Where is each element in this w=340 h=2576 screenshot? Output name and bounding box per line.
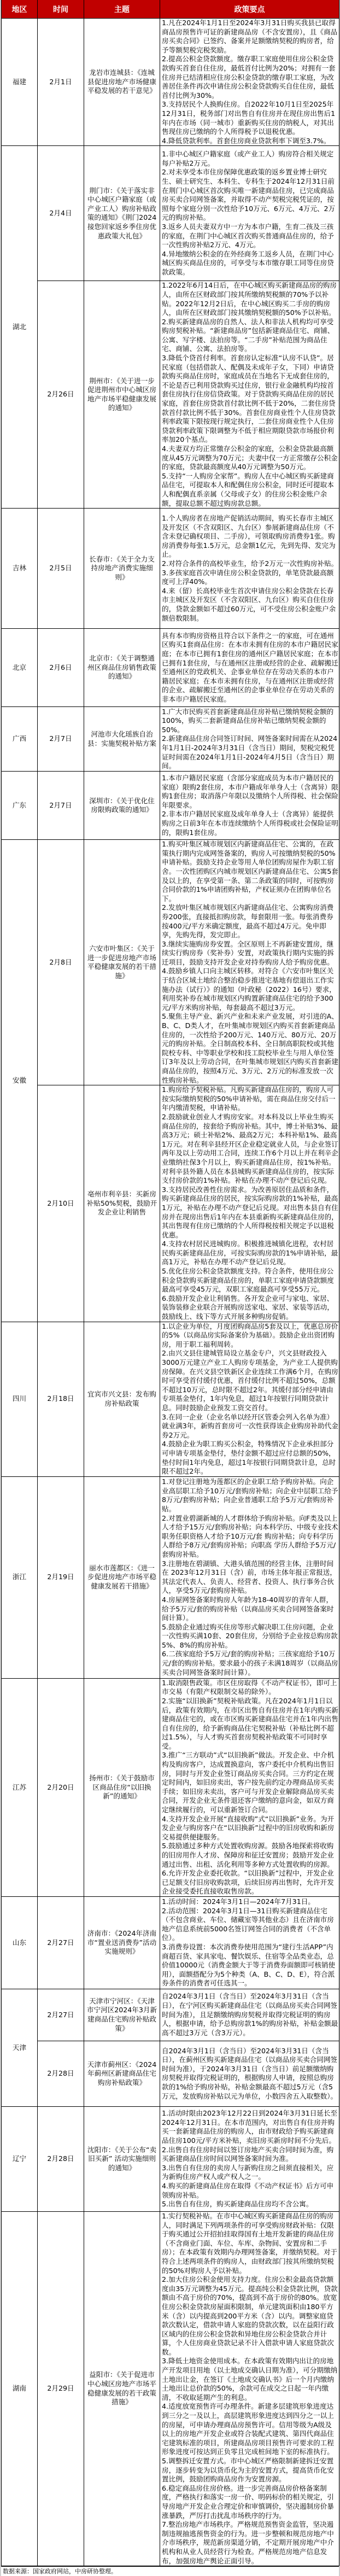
policy-point: 1.对登记注册地为莲都区的企业职工给予购房补贴。向企业高层职工给予10万元/套购房补贴；向企业中层职工给予8万元/套购房补贴；向企业普通职工给予5万元/套购房补贴。 — [162, 1477, 338, 1513]
topic-cell: 天津市宁河区：《天津市宁河区2024年3月新建商品住宅购房补贴政策》 — [84, 1989, 160, 2041]
policy-point: 2.加大住房公积金使用支持力度。住房公积金最高贷款额度由35万元调整为45万元。提高纯公积金贷款比例，贷款额由不高于房价的70%，提高到不高于房价的80%。放宽住房公积金贷款房屋面积限制，单元建筑面积由180平方米（含）以内提高到200平方米（含）以内。调整家庭贷款次数认定，借款申请人家庭的贷款次数，以在益阳行政区域内的住房公积金贷款和异地住房公积金贷款合并计算，个人住房商业贷款记录不计入借款申请人家庭贷款次数。 — [162, 2275, 338, 2356]
table-row — [2, 509, 339, 629]
policy-point: 3.推广“三方联动”式“以旧换新”做法。开发企业、中介机构及购房客户，达成置换意向，客户委托中介机构出售旧房，同时与开发企业签订商品房买卖合同。三方约定在规定时间内，如旧房卖出，客户按先前约定办理商品房买卖手续；如旧房未卖出，客户可与开发企业解除商品房买卖合同，开发企业无条件退还客户缴纳的意向金，如双方商定继续履行的，可以重新签订合同。 — [162, 1751, 335, 1814]
policy-points-cell — [160, 629, 339, 707]
policy-points-cell — [160, 281, 339, 509]
table-row — [2, 707, 339, 772]
policy-point: 2.活动范围：2024年3月1日—31日购买新建商品住宅（不包含商业、车位、储藏室等其他业态）且在济南市房地产信息系统前5000名签订网签合同的消费者（不含单位）。 — [162, 1906, 334, 1942]
region-cell: 天津 — [2, 1989, 38, 2106]
policy-point: 3.返乡人员夫妻双方中一方为本市户籍，生育二孩及三孩的家庭，在荆门中心城区首次购买普通商品住房的，给予一次性购房补贴2万元、4万元。 — [162, 222, 334, 249]
policy-point: 6.二孩家庭给予5万元/套的购房补贴；三孩家庭给予10万元/套的购房补贴。要求最小的孩子未满18周岁（以商品房买卖合同网签备案时间计算）。 — [162, 1650, 338, 1677]
policy-point: 1.活动时限由2023年12月22日到2024年3月31日延长至2024年12月31日。在本市范围内，对出售自有住房并购买一套新建商品住房的购房人，由市财政给予购买新建商品住房100元/平方米补贴，卖旧房买新房时间不分先后。 — [162, 2109, 338, 2145]
policy-point: 3.继续实施购房券安置。全区原则上不再新建安置房，继续实行购房券（奖补券）安置，对政策执行期内实施的拆迁项目，鼓励支持开发企业对持券购房人给予购房优惠。 — [162, 939, 334, 966]
policy-points-cell — [160, 707, 339, 772]
table-header-row — [2, 0, 339, 19]
policy-point: 4.鼓励乡镇人口向主城区转移。对符合《六安市叶集区关于结合区域土地综合整治稳步推进宅基地有偿退出工作实施办法（试行）》的通知（叶政秘（2022）16号）要求，利用奖补券在城市规划区内购置新建商品住宅的给予300元/平方米购房补贴，每套最高不超过3万元。 — [162, 967, 336, 1012]
topic-cell: 长春市：《关于全力支持房地产消费实施细则》 — [84, 509, 160, 629]
region-cell: 山东 — [2, 1896, 38, 1989]
policy-point: 1.以企业为单位，月度团购商品房5套及以上，优惠总房价的5%（以商品房实际备案价为基础）。鼓励企业出资团购房，用于职工福利周转。 — [162, 1322, 338, 1348]
table-body — [2, 19, 339, 2566]
topic-cell: 沈阳市：《关于公布“卖旧买新” 活动实施细则的通知》 — [84, 2106, 160, 2211]
policy-points-cell — [160, 1678, 339, 1896]
policy-point: 1.凡在2024年1月1日至2024年3月31日购买我县已取得商品房预售许可证的新建商品房（不含安置房），且《商品房买卖合同》已签约、备案并足额缴纳契税的购房者，给予等额契税完税奖励。 — [162, 19, 338, 54]
region-cell: 广东 — [2, 772, 38, 840]
policy-point: 4.支持农村居民进城购房。积极推进城镇化进程，农村居民购买新建商品住房，可按实际购房款的1%申请补贴，最高1万元，补贴在办理不动产登记后兑现。 — [162, 1240, 338, 1266]
table-row — [2, 1896, 339, 1989]
policy-point: 4.购买的新建商品住房在取得《不动产权证书》后方可申领购房补贴。 — [162, 2181, 334, 2199]
topic-cell: 济南市：《2024年济南市“置业送消费券”活动实施规则》 — [84, 1896, 160, 1989]
header-topic: 主题 — [84, 0, 160, 19]
date-cell: 2月19日 — [38, 1476, 84, 1678]
topic-cell: 丽水市莲都区：《进一步促进房地产市场平稳健康发展若干措施》 — [84, 1476, 160, 1678]
policy-point: 5.出售自有住房，购买新建商品住房均不含公寓。 — [162, 2200, 313, 2209]
region-cell: 浙江 — [2, 1476, 38, 1678]
table-row — [2, 2041, 339, 2106]
topic-cell: 北京市：《关于调整通州区商品住房销售政策的通知》 — [84, 629, 160, 707]
policy-point: 2.由兴文县住建城管局设立基金专户，兴文县财政投入3000万元建立产业工人购房专项基金，为产业工人提供购房保障。在兴文县空铁新区企业连续工作满6个月，在购房时可享受首付缓付优惠，首付缓付比例不超过50%，总额不超过10万元，总时限不超过2年。其缓付部分经申请由专项基金垫付，1年内免息，超过1年按银行同期贷款计息。同时鼓励企业预发工资交首付。 — [162, 1349, 338, 1412]
date-cell: 2月18日 — [38, 1322, 84, 1476]
region-cell: 四川 — [2, 1322, 38, 1476]
policy-point: 3.消费券设置：本次消费券使用范围为“建行生活APP”内商超百货、家具家电、餐饮娱乐、住宿等全品类业态，总价值10000元（消费金额大于等于消费券面额即可核销使用），面额搭配分为5个种类（A、B、C、D、E），符合派券条件的消费者可任选其一。 — [162, 1942, 336, 1988]
policy-points-cell — [160, 146, 339, 281]
policy-point: 7.整治房地产市场秩序。严格规范预售资金监管，坚决遏制违规抽逃预售资金的行为。进一步整顿和规范房地产中介市场秩序，规范新房渠道分销，不定期开展房地产中介机构和从业人员经营行为检查。严格规范房地产信息发布，加强房地产舆论正面引导。 — [162, 2520, 334, 2565]
policy-point: 5.支持“一人购房全家帮”。购房人在中心城区购买新建商品住宅，可提取本人和配偶住房公积金，同时还可提取本人和配偶直系亲属（父母或子女）的住房公积金账户余额，提取总额不超过购房款总额。 — [162, 471, 334, 507]
policy-point: 1.活动时间：2024年3月1日—2024年7月31日。 — [162, 1897, 315, 1906]
topic-cell: 荆州市：《关于进一步促进荆州市中心城区房地产市场平稳健康发展的通知》 — [84, 281, 160, 509]
policy-point: 1.非中心城区户籍家庭（或产业工人）购房符合相关规定每户补贴2万元。 — [162, 150, 334, 167]
table-row — [2, 19, 339, 146]
date-cell: 2月6日 — [38, 629, 84, 707]
policy-point: 1.实行契税补贴。在市中心城区购买新建商品住房的购房人，同时满足下列两项条件的可享受购房财政补贴：仅限于购买通过公开招拍挂取得国有土地开发新建的商品住房（不含商业门面、车位、车库、杂物间、安置房和二手房）；在本政策有效期内办理网签备案，并缴纳契税。对于符合上述两项条件的购房人，由财政部门按其所缴纳契税的50%对购房人予以补贴。 — [162, 2211, 338, 2275]
policy-point: 4.适度放宽预售许可办理条件。新建多层建筑形象进度达到三分之一及以上，高层建筑形象进度达到四分之一以上的房屋，可申请办理商品房预售许可。信用等级为A级及以上的房地产开发企业或符合装配式建筑、第四代商品住宅建筑标准的项目，所建商品房项目预售许可要求的工程形象进度可按达到正负零且完成桩间地下室的标准执行。 — [162, 2402, 334, 2456]
policy-points-cell — [160, 1476, 339, 1678]
table-row — [2, 1322, 339, 1476]
date-cell: 2月20日 — [38, 1678, 84, 1896]
policy-points-cell — [160, 19, 339, 146]
policy-point: 2.新建商品住房合同签订时间、网签备案时间需在从2024年1月1日-2024年3月31日（含当日）期间，契税完税凭证时间需在2024年1月1日-2024年4月5日（含当日）期间。 — [162, 734, 338, 770]
policy-point: 4.支持开发企业开展“直接收购”式“以旧换新”业务。为开发企业与购房客户在“以旧换新”过程中的旧房收购和新房交易提供便捷服务。 — [162, 1814, 335, 1841]
policy-points-cell — [160, 1989, 339, 2041]
date-cell: 2月8日 — [38, 840, 84, 1085]
date-cell: 2月7日 — [38, 707, 84, 772]
policy-point: 3.降低个贷首付利率。首套房认定标准“认房不认贷”。居民家庭（包括借款人、配偶及未成年子女，下同）申请贷款购买商品住房时，家庭成员在当地名下无成套住房的，不论是否已利用贷款购买过住房，银行业金融机构均按首套住房执行住房信贷政策。对于贷款购买商品住房的居民家庭，首套住房贷款首付款比例不低于20%，二套住房贷款首付款比例不低于30%。首套住房商业性个人住房贷款利率政策下限按现行规定执行，二套住房商业性个人住房贷款利率政策下限调整为不低于相应期限贷款市场报价利率加20个基点。 — [162, 354, 336, 444]
topic-cell: 龙岩市连城县：《连城县促进房地产市场健康平稳发展的若干意见》 — [84, 19, 160, 146]
table-row — [2, 629, 339, 707]
policy-point: 1.购房给予契税补贴。凡购买新建商品住房的，购房人可按实际缴纳契税的50%申请补贴，需在商品住房交付后一年内缴清契税，申请补贴。 — [162, 1085, 336, 1112]
region-cell: 福建 — [2, 19, 38, 146]
region-cell: 安徽 — [2, 840, 38, 1322]
table-row — [2, 146, 339, 281]
header-date: 时间 — [38, 0, 84, 19]
policy-point: 3.注册地在碧湖镇、大港头镇范围的经营主体，注册时间在 2023年12月31日（含）前，市场主体年报正常报送，其法定代表人、负责人、经营者、投资人、执行事务合伙人，享受5万元/套购房补贴。 — [162, 1559, 337, 1595]
policy-point: 1.购买叶集区城市规划区内新建商品住宅、公寓的，在政策执行期内完成网签备案的，购房人可按缴纳契税的50%申请补贴。鼓励支持企业等用人单位团购房屋作为职工宿舍。一次性团购区内城市规划区内新建商品住宅、公寓5套及以上的，在享受第一条、第二条政策的同时，可按购房合同价款的1%申请团购补贴，产权证须办在团购单位名下。 — [162, 840, 338, 903]
policy-point: 2.对符合条件的高校毕业生，给予2万元一次性购房补贴。 — [162, 559, 338, 568]
policy-point: 具有本市购房资格且符合以下条件之一的家庭，可在通州区购买1套商品住房：在本市未拥有住房的本市户籍居民家庭；在本市已拥有1套住房的通州区户籍居民家庭；在本市已拥有1套住房，与在通州区注册或经营的企业、疏解搬迁至通州区的党政机关、企事业单位存在劳动关系的本市户籍居民家庭；在本市未拥有住房，与在通州区注册或经营的企业、疏解搬迁至通州区的企事业单位存在劳动关系的非本市户籍居民家庭。 — [162, 631, 338, 703]
table-row — [2, 2211, 339, 2566]
topic-cell: 益阳市：《关于促进市中心城区房地产市场平稳健康发展的若干政策措施》 — [84, 2211, 160, 2566]
policy-point: 3.出售自有住房的卖房人与新购住房之间须直接相关，应为新购住房产权人或产权人之一。 — [162, 2163, 334, 2181]
date-cell: 2月5日 — [38, 509, 84, 629]
policy-point: 3.在同一企业（企业名单以经开区管委会列入名单为准）就业满3年，新购首套房可一次性获得该企业购房补助代金券2万元。 — [162, 1412, 338, 1439]
policy-point: 6.允许开发企业委托收款。“以旧换新”过程中，开发企业已足额支付旧房收购款项，后续旧房再出售时，允许开发企业接受委托直接收取售房款。 — [162, 1869, 334, 1896]
topic-cell: 深圳市：《关于优化住房限购政策的通知》 — [84, 772, 160, 840]
date-cell: 2月28日 — [38, 2041, 84, 2106]
date-cell: 2月7日 — [38, 772, 84, 840]
data-source-note: 数据来源：国家政府网站，中房研协整理。 — [1, 2566, 339, 2576]
topic-cell: 河池市大化瑶族自治县：实施契税补贴方案 — [84, 707, 160, 772]
date-cell: 2月4日 — [38, 146, 84, 281]
policy-point: 6.鼓励开发企业让利销售。各开发企业可与家电、家居、装饰装修企业联合开展购房送家电、家居、家装等活动，鼓励线上、线下等方式开展多种购房促销。 — [162, 1294, 334, 1321]
table-row — [2, 840, 339, 1085]
date-cell: 2月28日 — [38, 2106, 84, 2211]
region-cell: 吉林 — [2, 509, 38, 629]
policy-point: 5.聚焦主导产业、新兴产业和未来产业发展，对引进的A、B、C、D类人才，在叶集城市规划区内购买首套新建商品住房的，一次性给予200万元、140万元、80万元、20万元的购房补贴。全日制高校本科、全日制高职院校或其他院校专科、中等职业学校和技工院校毕业生与用人单位签订3年及以上劳动合同，在叶集城市规划区内购买首套新建商品住房的，按照4万元、3万元、2万元的标准发放一次性购房补贴。 — [162, 1012, 338, 1084]
topic-cell: 六安市叶集区：《关于进一步促进房地产市场平稳健康发展的若干措施》 — [84, 840, 160, 1085]
policy-point: 1.广大市民购买首套新建商品住房补贴已缴纳契税金额的100%，购买二套新建商品住房补贴已缴纳契税金额的50%。 — [162, 707, 334, 734]
policy-point: 4.房屋网签备案时购房人年龄为18-40周岁的青年人群，给予5万元/套的购房补贴（以商品房买卖合同网签备案时间计算）。 — [162, 1595, 334, 1622]
policy-point: 5.调整拆迁安置方式。市中心城区严格限制新建拆迁安置房，逐步转变为以货币化为主的安置方式，提高货币化安置比例，鼓励团购商品房作为安置房源。 — [162, 2457, 334, 2484]
policy-point: 自2024年3月1日（含当日）至2024年3月31日（含当日），在宁河区购买新建商品住宅（以商品房买卖合同网签时间为准），且足额缴纳购房契税并取得完税证明的购房人，根据申请，给予总购房款1%的购房补贴，补贴金额最高不超过3万元（含3万元）。 — [162, 1992, 338, 2037]
policy-points-cell — [160, 2211, 339, 2566]
policy-point: 2.对置业碧湖新城的人才群体给予购房补贴。向F类及以上人才给予15万元/套购房补贴；向本科学历、中级专业技术职务任职资格人才给予10万元/套 购房补贴；向专科学历人群给予8万元/套购房补贴；向职高 学历人群给予5万元/套购房补贴。 — [162, 1514, 338, 1558]
policy-points-cell — [160, 2106, 339, 2211]
policy-point: 4.异地缴纳公积金的在外经商务工返乡人员，在荆门中心城区购买商品住房的，可享受与本市缴存职工同等住房贷款政策。 — [162, 249, 334, 276]
date-cell: 2月27日 — [38, 1989, 84, 2041]
policy-points-cell — [160, 2041, 339, 2106]
table-row — [2, 1678, 339, 1896]
table-row — [2, 772, 339, 840]
topic-cell: 亳州市利辛县：买新房补贴50%契税，鼓励开发企业让利销售 — [84, 1085, 160, 1322]
policy-point: 1.个人购房者在房地产促销活动期间，购买长春市主城区及开发区（不含双阳区、九台区）参展新建商品住房（不含未登记确权项目、二手房），可领取购房消费券1张。购房消费券每张1.5万元，总金额1亿元，先到先得、发完为止。 — [162, 514, 336, 559]
policy-point: 4.来（留）长高校毕业生首次申请住房公积金贷款在长春市主城区及开发区（不含双阳区、九台区）购买自住住房的，贷款金额如不超过60万元，可不受住房公积金账户余额倍数限制。 — [162, 586, 336, 622]
topic-cell: 扬州市：《关于鼓励市区商品住房“以旧换新”的通知》 — [84, 1678, 160, 1896]
policy-point: 2.出售自有住房时间以签订房地产买卖合同时间为准，购买新建商品住房时间以网签备案时间为准。 — [162, 2145, 334, 2163]
policy-table — [1, 0, 339, 2566]
date-cell: 2月27日 — [38, 1896, 84, 1989]
policy-point: 1.取消限售政策。市区住房取得《不动产权证书》，即可上市交易（有限产权限制交易的除外）。 — [162, 1678, 337, 1696]
policy-point: 2.购买新建商品房的自然人、法人和非法人机构均可享受购房契税补贴。“新建商品房”包括新建商品住宅、商铺、公寓、写字楼、法拍房等。“二手房”补贴范围为商品住宅、商铺、公寓、法拍房等。 — [162, 317, 335, 353]
header-region: 地区 — [2, 0, 38, 19]
date-cell: 2月29日 — [38, 2211, 84, 2566]
policy-point: 4.鼓励企业为职工购买公积金，特殊情况下企业承担部分可申请专项基金垫付，垫付金额不超过应付总额的50%，垫付时间1年内免息，超过1年按银行同期贷款计息，总时限不超过2年。 — [162, 1440, 336, 1476]
region-cell: 北京 — [2, 629, 38, 707]
policy-point: 2.发放叶集区城市规划区内新建商品住宅、公寓购房消费券200张，直接抵扣购房款，每套限用一张。每张消费券按400元/平方米确定额度，最高不超过4万元。免申即享，先购先得，发完即止。 — [162, 903, 334, 939]
policy-points-cell — [160, 509, 339, 629]
policy-point: 3.降低土地资金使用成本。在本政策有效期内出让的房地产开发项目用地（以土地成交确认日期为准），可分期缴纳土地出让金，在签订《土地成交确认书》后一个月内缴纳土地出让总价款的50%，余款可在成交之日起一年内缴清，不收取延期产生的利息。 — [162, 2357, 338, 2402]
table-row — [2, 1476, 339, 1678]
policy-point: 6.稳定商品房住房价格。进一步完善商品房价格备案制度，严格执行和落实一房一价、明码标价的相关规定，引导房地产开发企业合理定价和审慎调价，坚决遏制房价暴涨暴跌，严厉打击扰乱市场秩序的行为。 — [162, 2484, 334, 2520]
topic-cell: 天津市蓟州区：《2024年蓟州区新建商品住宅购房补贴政策》 — [84, 2041, 160, 2106]
date-cell: 2月26日 — [38, 281, 84, 509]
policy-point: 1.本市户籍居民家庭（含部分家庭成员为本市户籍居民的家庭）限购2套住房，本市户籍成年单身人士（含离异）限购1套住房；取消落户年限以及缴纳个人所得税、社会保险年限要求。 — [162, 774, 338, 809]
policy-point: 2.鼓励就业创业人才购房安家。对本科及以上毕业生购买商品住房的，按套给予购房补贴。其中，博士补贴3%、最高3万元；硕士补贴2%、最高2万元；本科补贴1%、最高1万元。对在利辛县经开区企业稳定就业人员，与企业签订两年及以上劳动用工合同，连续工作6个月以上并在利辛企业缴纳社保3个月以上，购买新建商品住房，按1%补贴。对利辛县外籍人员在本县城购买新建商品住房的，按实际支付房价款的1%补贴。补贴在办理不动产登记后兑现。 — [162, 1112, 338, 1185]
policy-point: 自2024年3月1日（含当日）至2024年3月31日（含当日），在蓟州区购买新建商品住宅（以商品房买卖合同网签时间为准），于2024年3月31日（含当日）前足额缴纳购房契税并取得完税证明的，根据购房人申请，按照总购房款的1%给予购房补贴，补贴金额最高不超过5万元（含5万元，发放购房补贴以元为单位，小数四舍五入取整数）。 — [162, 2046, 338, 2100]
policy-point: 2.对未享受本市住房保障优惠政策的返乡置业博士研究生、硕士研究生、本科生、专科生于2024年12月31日前在荆门中心城区首次购买唯一新建商品住房，已完成商品房买卖合同网签备案，并取得不动产契税完税凭证的，按照每个家庭分别一次性给予10万元、6万元、4万元、2万元的购房补贴。 — [162, 168, 336, 222]
topic-cell: 宜宾市兴文县：发布购房补贴政策 — [84, 1322, 160, 1476]
header-points: 政策要点 — [160, 0, 339, 19]
policy-points-cell — [160, 1322, 339, 1476]
policy-points-cell — [160, 772, 339, 840]
policy-point: 5.优化住房公积金贷款额度支持。符合条件，使用住房公积金贷款购买新建商品住房的，单职工家庭申请贷款额度最高可享受45万元，双职工家庭最高可享受55万元。 — [162, 1267, 334, 1294]
topic-cell: 荆门市：《关于落实非中心城区户籍家庭（或产业工人）购房补贴政策的通知》《荆门2024接您回家返乡季住房优惠政策大礼包》 — [84, 146, 160, 281]
table-row — [2, 1989, 339, 2041]
policy-point: 3.多孩家庭首次申请住房公积金贷款的，单笔贷款最高额度可上浮40%。 — [162, 568, 334, 586]
policy-point: 1.2022年6月14日后，在中心城区购买新建商品房的购房人，由所在区财政部门按其所缴纳契税额的70%予以补贴。2022年12月2日后，在中心城区购买二手房的购房人，由所在区财政部门按其缴纳契税额的50%予以补贴。 — [162, 281, 337, 317]
table-row — [2, 281, 339, 509]
table-row — [2, 2106, 339, 2211]
region-cell: 辽宁 — [2, 2106, 38, 2211]
region-cell: 湖南 — [2, 2211, 38, 2566]
policy-point: 2.实施“以旧换新”契税补贴政策。凡在2024年1月1日以后，政策有效期内，在市区出售自有住房并在1年内购买新建商品住宅的，或在市区购买新建商品住宅并在1年内出售自有住房的，给予新购商品住宅契税补贴（补贴比例不超过1.5%），与人才购买首套房契税补贴政策不可同时享受。 — [162, 1696, 338, 1750]
region-cell: 广西 — [2, 707, 38, 772]
policy-point: 5.鼓励通过多种方式处置收购房源。鼓励各地探索将收购的旧房用作人才房、保障房和征迁安置房；鼓励开发企业通过出售、出租、活化利用等多种方式处置收购的房源。 — [162, 1842, 334, 1868]
policy-point: 4.降低贷款利率。首套住房商业贷款利率下调至3.7%。 — [162, 136, 331, 145]
policy-point: 5.鼓励企业通过购买住房等形式解决职工住房问题，企业一次性购买满10套、20套住房，分别给予企业按总购房款5%、8%的购房补贴。 — [162, 1622, 338, 1649]
policy-points-cell — [160, 1085, 339, 1322]
table-row — [2, 1085, 339, 1322]
policy-point: 2.提高公积金贷款额度。缴存职工家庭使用住房公积金贷款购买首套自住住房，最低首付比例为20%；对拥有一套住房并已结清相应住房公积金贷款的缴存职工家庭，为改善居住条件再次申请住房公积金贷款购买自住住房，最低首付比例为30%。 — [162, 55, 336, 100]
policy-points-cell — [160, 1896, 339, 1989]
policy-point: 2.非本市户籍居民家庭及成年单身人士（含离异）能提供购房之日前3年在本市连续缴纳个人所得税或社会保险证明的，限购1套住房。 — [162, 810, 338, 837]
policy-points-cell — [160, 840, 339, 1085]
policy-point: 3.支持居民个人换购住房。自2022年10月1日至2025年12月31日，税务部门对出售自有住房并在现住房出售后1年内在市场（同一城市）重新购买住房的纳税人，对其出售现住房已缴纳的个人所得税予以退税优惠。 — [162, 100, 336, 136]
policy-point: 4.夫妻双方均正常缴存公积金的家庭，公积金贷款最高额度从45万元调整为70万元；夫妻中仅一方正常缴存公积金的家庭，贷款最高额度从40万元调整为50万元。 — [162, 445, 338, 471]
region-cell: 江苏 — [2, 1678, 38, 1896]
date-cell: 2月10日 — [38, 1085, 84, 1322]
region-cell: 湖北 — [2, 146, 38, 509]
policy-point: 3.支持居民改善性住房需求。为改善原居住品质和条件，购买新建商品住房的居民，按实际购房款的1%补贴，最高1万元，补贴在办理不动产登记后兑现。对出售本县自有住房并在现房出售后1年内在本县重新购买新建商品住房的，其出售现有住房已缴纳的个人所得税按相关规定予以退税优惠。 — [162, 1185, 338, 1239]
date-cell: 2月1日 — [38, 19, 84, 146]
